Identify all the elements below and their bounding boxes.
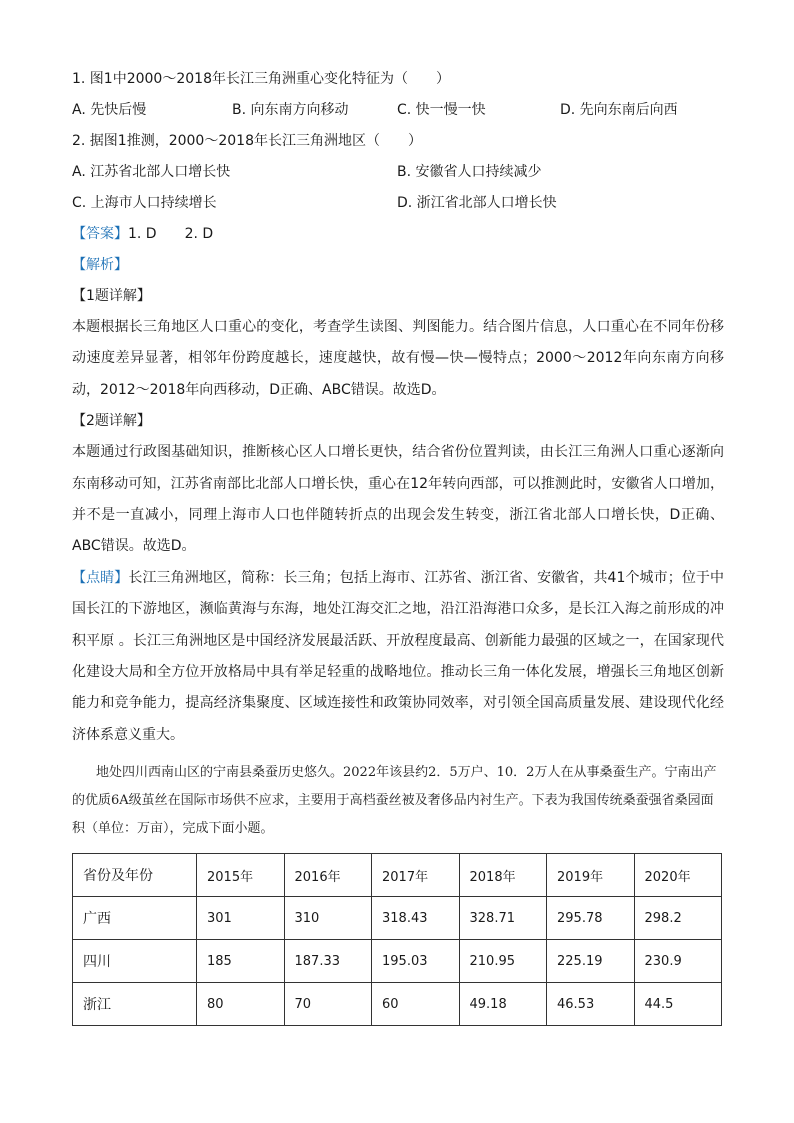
q1-option-c: C. 快一慢一快 (397, 102, 486, 118)
document-page (72, 64, 724, 1026)
table-cell: 225.19 (547, 940, 635, 983)
answer-line (72, 219, 724, 250)
points-label: 【点睛】 (72, 569, 129, 586)
table-row (73, 940, 722, 983)
q2-options-row1 (72, 157, 724, 188)
table-cell: 60 (372, 983, 460, 1026)
table-row (73, 983, 722, 1026)
table-cell: 80 (197, 983, 285, 1026)
table-cell: 46.53 (547, 983, 635, 1026)
table-header-cell: 省份及年份 (73, 854, 197, 897)
detail1-text: 本题根据长三角地区人口重心的变化，考查学生读图、判图能力。结合图片信息，人口重心在不同年份移动速度差异显著，相邻年份跨度越长，速度越快，故有慢—快—慢特点；2000～2012年向东南方向移动，2012～2018年向西移动，D正确、ABC错误。故选D。 (72, 319, 724, 398)
table-header-cell: 2016年 (284, 854, 372, 897)
answer-label: 【答案】 (72, 226, 128, 242)
detail2-label: 【2题详解】 (72, 413, 151, 430)
table-cell: 298.2 (634, 897, 722, 940)
q2-options-row2 (72, 188, 724, 219)
mulberry-area-table (72, 853, 722, 1026)
table-cell: 70 (284, 983, 372, 1026)
table-cell: 195.03 (372, 940, 460, 983)
analysis-label: 【解析】 (72, 257, 128, 273)
table-cell: 49.18 (459, 983, 547, 1026)
table-cell: 浙江 (73, 983, 197, 1026)
table-header-cell: 2019年 (547, 854, 635, 897)
q2-stem: 2. 据图1推测，2000～2018年长江三角洲地区（ ） (72, 133, 422, 149)
q2-option-c: C. 上海市人口持续增长 (72, 195, 217, 211)
detail2-text: 本题通过行政图基础知识，推断核心区人口增长更快，结合省份位置判读，由长江三角洲人口重心逐渐向东南移动可知，江苏省南部比北部人口增长快，重心在12年转向西部，可以推测此时，安徽省人口增加，并不是一直减小，同理上海市人口也伴随转折点的出现会发生转变，浙江省北部人口增长快，D正确、ABC错误。故选D。 (72, 444, 724, 555)
table-header-cell: 2015年 (197, 854, 285, 897)
points-paragraph (72, 563, 724, 751)
points-text: 长江三角洲地区，简称：长三角；包括上海市、江苏省、浙江省、安徽省，共41个城市；位于中国长江的下游地区，濒临黄海与东海，地处江海交汇之地，沿江沿海港口众多，是长江入海之前形成的冲积平原 。长江三角洲地区是中国经济发展最活跃、开放程度最高、创新能力最强的区域之一，在国家现代化建设大局和全方位开放格局中具有举足轻重的战略地位。推动长三角一体化发展，增强长三角地区创新能力和竞争能力，提高经济集聚度、区域连接性和政策协同效率，对引领全国高质量发展、建设现代化经济体系意义重大。 (72, 569, 725, 743)
table-cell: 310 (284, 897, 372, 940)
q2-option-b: B. 安徽省人口持续减少 (397, 164, 542, 180)
table-cell: 广西 (73, 897, 197, 940)
q1-stem: 1. 图1中2000～2018年长江三角洲重心变化特征为（ ） (72, 71, 450, 87)
table-cell: 328.71 (459, 897, 547, 940)
table-cell: 四川 (73, 940, 197, 983)
table-header-cell: 2020年 (634, 854, 722, 897)
table-cell: 185 (197, 940, 285, 983)
table-cell: 44.5 (634, 983, 722, 1026)
q2-option-a: A. 江苏省北部人口增长快 (72, 164, 231, 180)
table-cell: 301 (197, 897, 285, 940)
table-header-row (73, 854, 722, 897)
answer-text: 1. D 2. D (128, 226, 214, 242)
table-row (73, 897, 722, 940)
q1-option-d: D. 先向东南后向西 (560, 102, 678, 118)
table-cell: 210.95 (459, 940, 547, 983)
table-header-cell: 2017年 (372, 854, 460, 897)
detail1-label: 【1题详解】 (72, 288, 151, 304)
table-cell: 230.9 (634, 940, 722, 983)
q1-options (72, 95, 724, 126)
table-header-cell: 2018年 (459, 854, 547, 897)
material-intro: 地处四川西南山区的宁南县桑蚕历史悠久。2022年该县约2．5万户、10．2万人在从事桑蚕生产。宁南出产的优质6A级茧丝在国际市场供不应求，主要用于高档蚕丝被及奢侈品内衬生产。下表为我国传统桑蚕强省桑园面积（单位：万亩），完成下面小题。 (72, 765, 717, 837)
table-cell: 318.43 (372, 897, 460, 940)
q2-option-d: D. 浙江省北部人口增长快 (397, 195, 557, 211)
q1-option-a: A. 先快后慢 (72, 102, 147, 118)
table-cell: 295.78 (547, 897, 635, 940)
q1-option-b: B. 向东南方向移动 (232, 102, 349, 118)
table-cell: 187.33 (284, 940, 372, 983)
